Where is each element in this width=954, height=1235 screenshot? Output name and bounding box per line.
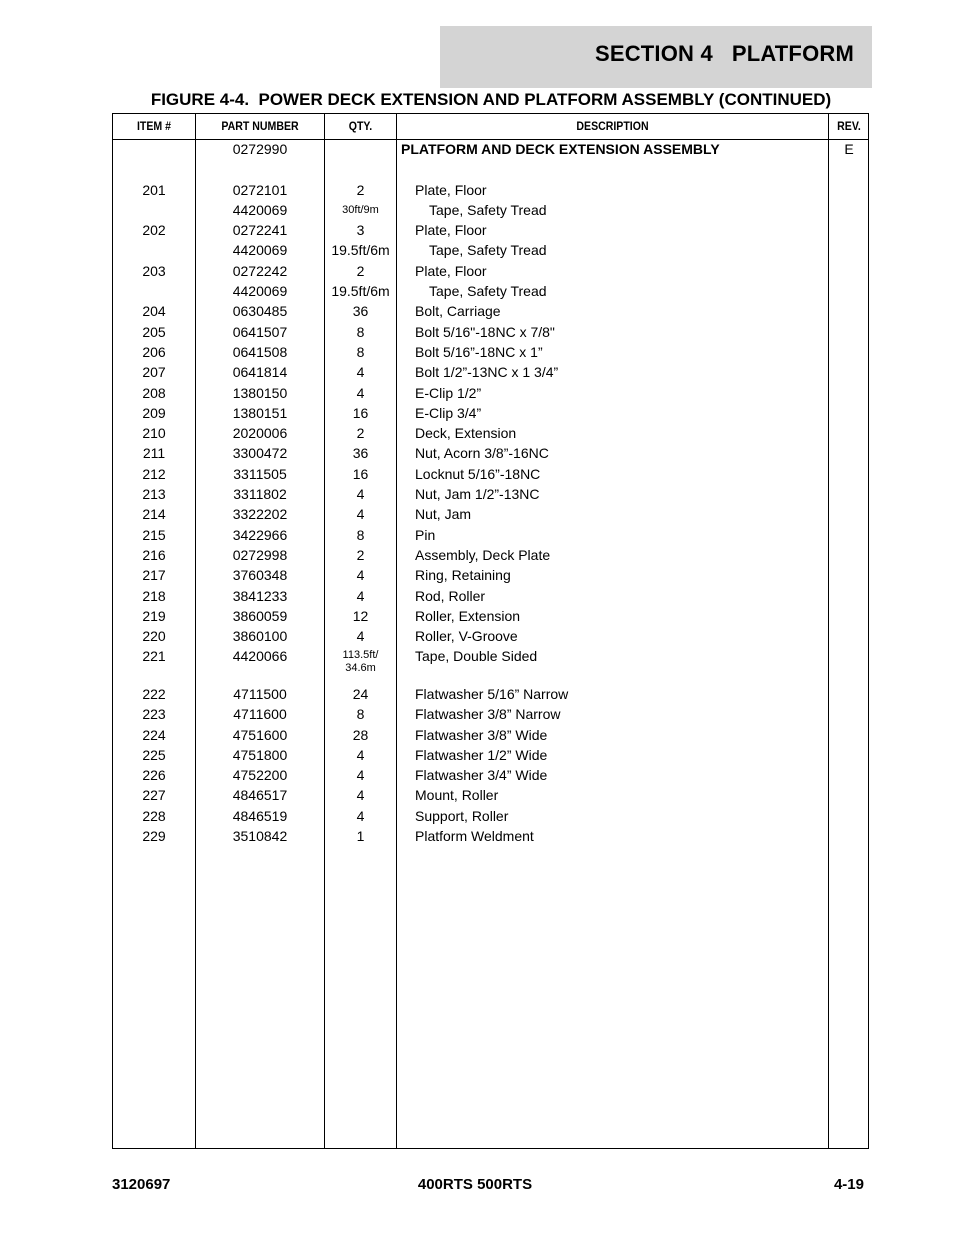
quantity-cell: 8 <box>356 343 365 360</box>
quantity-cell: 19.5ft/6m <box>331 242 390 259</box>
part-number-cell: 2020006 <box>232 425 288 442</box>
item-number-cell: 225 <box>142 746 166 763</box>
quantity-cell: 4 <box>356 567 365 584</box>
item-number-cell: 203 <box>142 262 166 279</box>
parts-table <box>112 113 869 1149</box>
quantity-cell: 4 <box>356 364 365 381</box>
item-number-cell: 214 <box>142 506 166 523</box>
quantity-line: 113.5ft/ <box>342 649 379 662</box>
description-cell: Nut, Acorn 3/8”-16NC <box>415 445 549 462</box>
table-row <box>113 567 868 587</box>
quantity-cell: 24 <box>352 685 369 702</box>
table-row <box>113 686 868 706</box>
item-number-cell: 222 <box>142 685 166 702</box>
table-row <box>113 385 868 405</box>
description-cell: PLATFORM AND DECK EXTENSION ASSEMBLY <box>401 141 720 157</box>
column-header-description: DESCRIPTION <box>576 119 649 133</box>
footer-page-number: 4-19 <box>833 1176 864 1193</box>
table-row <box>113 405 868 425</box>
table-body <box>113 141 868 848</box>
quantity-cell: 4 <box>356 587 365 604</box>
part-number-cell: 1380151 <box>232 404 288 421</box>
description-cell: Assembly, Deck Plate <box>415 546 551 563</box>
quantity-cell: 2 <box>356 262 365 279</box>
table-row <box>113 242 868 262</box>
description-cell: Tape, Safety Tread <box>429 283 547 300</box>
part-number-cell: 4711500 <box>233 685 287 702</box>
table-row <box>113 445 868 465</box>
quantity-cell: 16 <box>352 404 369 421</box>
item-number-cell: 223 <box>142 706 166 723</box>
item-number-cell: 224 <box>142 726 166 743</box>
item-number-cell: 229 <box>142 828 166 844</box>
table-row <box>113 506 868 526</box>
description-cell: Bolt 5/16”-18NC x 1” <box>415 343 543 360</box>
part-number-cell: 4420069 <box>232 242 288 259</box>
part-number-cell: 4751800 <box>232 746 288 763</box>
column-header-part-number: PART NUMBER <box>221 119 299 133</box>
description-cell: Bolt 5/16"-18NC x 7/8" <box>415 323 555 340</box>
quantity-cell: 8 <box>356 526 365 543</box>
item-number-cell: 228 <box>142 807 166 824</box>
table-row <box>113 486 868 506</box>
description-cell: Platform Weldment <box>415 828 534 844</box>
table-row <box>113 808 868 828</box>
quantity-cell: 8 <box>356 323 365 340</box>
description-cell: Locknut 5/16”-18NC <box>415 465 541 482</box>
table-row <box>113 828 868 848</box>
table-row <box>113 527 868 547</box>
quantity-cell: 4 <box>356 486 365 503</box>
part-number-cell: 3860100 <box>232 628 288 645</box>
description-cell: Tape, Safety Tread <box>429 201 547 218</box>
item-number-cell: 202 <box>142 222 166 239</box>
part-number-cell: 3322202 <box>232 506 288 523</box>
item-number-cell: 226 <box>142 767 166 784</box>
table-row <box>113 263 868 283</box>
description-cell: Support, Roller <box>415 807 509 824</box>
table-row <box>113 364 868 384</box>
table-row <box>113 303 868 323</box>
part-number-cell: 4420066 <box>232 648 288 665</box>
table-row <box>113 747 868 767</box>
quantity-cell: 4 <box>356 628 365 645</box>
part-number-cell: 0272101 <box>232 181 288 198</box>
part-number-cell: 3510842 <box>232 828 288 844</box>
part-number-cell: 1380150 <box>232 384 288 401</box>
table-row <box>113 547 868 567</box>
quantity-cell: 4 <box>356 807 365 824</box>
part-number-cell: 0630485 <box>232 303 288 320</box>
description-cell: Nut, Jam <box>415 506 472 523</box>
description-cell: Ring, Retaining <box>415 567 511 584</box>
item-number-cell: 210 <box>142 425 166 442</box>
part-number-cell: 3422966 <box>232 526 288 543</box>
part-number-cell: 0272241 <box>232 222 288 239</box>
table-row <box>113 425 868 445</box>
quantity-cell: 4 <box>356 506 365 523</box>
quantity-cell <box>325 649 396 675</box>
part-number-cell: 0641507 <box>232 323 288 340</box>
table-row <box>113 324 868 344</box>
description-cell: Tape, Safety Tread <box>429 242 547 259</box>
table-row <box>113 608 868 628</box>
part-number-cell: 4751600 <box>232 726 288 743</box>
description-cell: Roller, V-Groove <box>415 628 518 645</box>
column-header-item: ITEM # <box>136 119 172 133</box>
table-row <box>113 767 868 787</box>
table-row <box>113 202 868 222</box>
table-row <box>113 727 868 747</box>
item-number-cell: 204 <box>142 303 166 320</box>
item-number-cell: 201 <box>142 181 166 198</box>
item-number-cell: 207 <box>142 364 166 381</box>
description-cell: Plate, Floor <box>415 181 487 198</box>
part-number-cell: 3860059 <box>232 607 288 624</box>
description-cell: Nut, Jam 1/2”-13NC <box>415 486 540 503</box>
quantity-cell: 19.5ft/6m <box>331 283 390 300</box>
part-number-cell: 4846519 <box>232 807 288 824</box>
footer-document-number: 3120697 <box>112 1176 171 1193</box>
item-number-cell: 217 <box>142 567 166 584</box>
description-cell: Roller, Extension <box>415 607 521 624</box>
part-number-cell: 0641814 <box>232 364 288 381</box>
item-number-cell: 221 <box>142 648 166 665</box>
item-number-cell: 213 <box>142 486 166 503</box>
item-number-cell: 227 <box>142 787 166 804</box>
part-number-cell: 4420069 <box>232 283 288 300</box>
part-number-cell: 0272242 <box>232 262 288 279</box>
quantity-cell: 2 <box>356 181 365 198</box>
table-row <box>113 648 868 686</box>
item-number-cell: 209 <box>142 404 166 421</box>
quantity-cell: 8 <box>356 706 365 723</box>
item-number-cell: 206 <box>142 343 166 360</box>
description-cell: Bolt 1/2”-13NC x 1 3/4” <box>415 364 559 381</box>
table-row <box>113 222 868 242</box>
footer-model: 400RTS 500RTS <box>417 1176 533 1193</box>
table-row <box>113 283 868 303</box>
quantity-line: 34.6m <box>345 662 376 675</box>
table-row <box>113 706 868 726</box>
part-number-cell: 3311505 <box>233 465 287 482</box>
item-number-cell: 205 <box>142 323 166 340</box>
item-number-cell: 211 <box>142 445 166 462</box>
item-number-cell: 215 <box>142 526 166 543</box>
item-number-cell: 212 <box>142 465 166 482</box>
description-cell: Flatwasher 3/8” Narrow <box>415 706 561 723</box>
description-cell: Plate, Floor <box>415 262 487 279</box>
part-number-cell: 4420069 <box>232 201 288 218</box>
part-number-cell: 3760348 <box>232 567 288 584</box>
figure-title: FIGURE 4-4. POWER DECK EXTENSION AND PLATFORM ASSEMBLY (CONTINUED) <box>150 90 832 109</box>
quantity-cell: 16 <box>352 465 369 482</box>
table-row <box>113 344 868 364</box>
quantity-cell: 36 <box>352 303 369 320</box>
table-row <box>113 628 868 648</box>
table-row <box>113 787 868 807</box>
item-number-cell: 208 <box>142 384 166 401</box>
header-divider <box>113 139 868 140</box>
item-number-cell: 219 <box>142 607 166 624</box>
item-number-cell: 218 <box>142 587 166 604</box>
quantity-cell: 12 <box>352 607 369 624</box>
description-cell: Deck, Extension <box>415 425 517 442</box>
quantity-cell: 4 <box>356 746 365 763</box>
part-number-cell: 3311802 <box>233 486 287 503</box>
description-cell: Rod, Roller <box>415 587 486 604</box>
part-number-cell: 4752200 <box>232 767 288 784</box>
item-number-cell: 220 <box>142 628 166 645</box>
quantity-cell: 36 <box>352 445 369 462</box>
table-row <box>113 141 868 182</box>
description-cell: Tape, Double Sided <box>415 648 538 665</box>
column-header-rev: REV. <box>837 119 861 133</box>
part-number-cell: 4846517 <box>232 787 288 804</box>
column-header-qty: QTY. <box>348 119 373 133</box>
description-cell: E-Clip 3/4” <box>415 404 482 421</box>
description-cell: Flatwasher 5/16” Narrow <box>415 685 569 702</box>
part-number-cell: 0272990 <box>232 141 288 157</box>
description-cell: Bolt, Carriage <box>415 303 501 320</box>
description-cell: Flatwasher 3/4” Wide <box>415 767 548 784</box>
quantity-cell: 4 <box>356 787 365 804</box>
quantity-cell: 2 <box>356 425 365 442</box>
section-title: SECTION 4 PLATFORM <box>594 41 854 66</box>
quantity-cell: 30ft/9m <box>342 203 379 216</box>
quantity-cell: 2 <box>356 546 365 563</box>
description-cell: Mount, Roller <box>415 787 499 804</box>
description-cell: Flatwasher 3/8” Wide <box>415 726 548 743</box>
part-number-cell: 0272998 <box>232 546 288 563</box>
quantity-cell: 4 <box>356 767 365 784</box>
quantity-cell: 1 <box>356 828 365 844</box>
table-row <box>113 588 868 608</box>
part-number-cell: 4711600 <box>233 706 287 723</box>
part-number-cell: 3841233 <box>232 587 288 604</box>
table-row <box>113 182 868 202</box>
description-cell: Plate, Floor <box>415 222 487 239</box>
part-number-cell: 0641508 <box>232 343 288 360</box>
description-cell: E-Clip 1/2” <box>415 384 482 401</box>
table-row <box>113 466 868 486</box>
part-number-cell: 3300472 <box>232 445 288 462</box>
section-header-box <box>440 26 872 88</box>
revision-cell: E <box>844 141 854 157</box>
description-cell: Flatwasher 1/2” Wide <box>415 746 548 763</box>
quantity-cell: 3 <box>356 222 365 239</box>
quantity-cell: 4 <box>356 384 365 401</box>
item-number-cell: 216 <box>142 546 166 563</box>
quantity-cell: 28 <box>352 726 369 743</box>
description-cell: Pin <box>415 526 436 543</box>
